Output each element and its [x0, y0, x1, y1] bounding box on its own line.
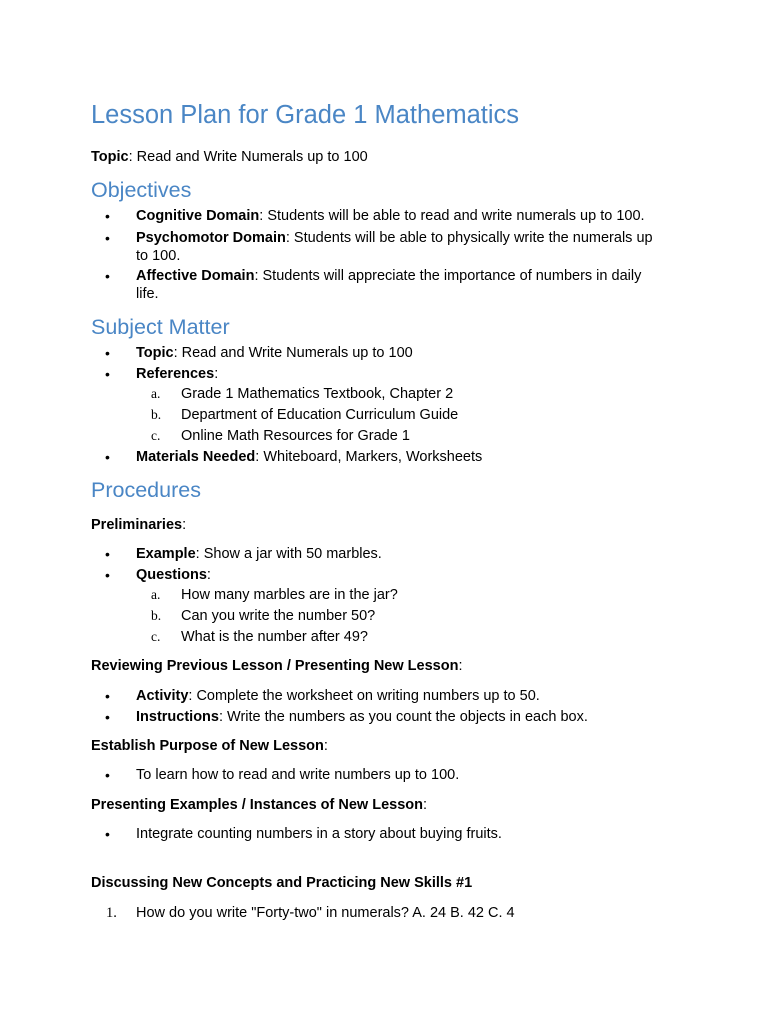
- purpose-label: [91, 737, 328, 755]
- item-label: Topic: [136, 345, 174, 361]
- list-item: [91, 825, 691, 843]
- item-label: Activity: [136, 688, 189, 704]
- document-title: Lesson Plan for Grade 1 Mathematics: [91, 101, 520, 129]
- list-item: [91, 207, 691, 225]
- bullet-icon: •: [105, 449, 110, 465]
- item-label: Instructions: [136, 709, 219, 725]
- topic-label: Topic: [91, 149, 129, 165]
- list-item: [136, 427, 691, 445]
- examples-list: [91, 825, 691, 843]
- list-item: [136, 586, 691, 604]
- item-text: : Students will be able to read and write numerals up to 100.: [259, 208, 645, 224]
- item-text: :: [206, 567, 211, 583]
- section-colon: :: [323, 738, 328, 754]
- list-item: [91, 687, 691, 705]
- list-marker: a.: [151, 386, 161, 401]
- bullet-icon: •: [105, 345, 110, 361]
- section-colon: :: [182, 517, 187, 533]
- bullet-icon: •: [105, 268, 110, 284]
- section-colon: :: [458, 658, 463, 674]
- list-marker: c.: [151, 428, 161, 443]
- item-text: : Show a jar with 50 marbles.: [195, 546, 382, 562]
- item-text: To learn how to read and write numbers up to 100.: [136, 767, 460, 783]
- topic-text: Read and Write Numerals up to 100: [132, 149, 368, 165]
- bullet-icon: •: [105, 826, 110, 842]
- item-text: Department of Education Curriculum Guide: [181, 407, 459, 423]
- bullet-icon: •: [105, 688, 110, 704]
- list-marker: b.: [151, 608, 162, 623]
- preliminaries-label: [91, 516, 186, 534]
- item-label: Psychomotor Domain: [136, 230, 286, 246]
- list-item: [91, 229, 691, 265]
- list-item: [91, 566, 691, 646]
- preliminaries-list: [91, 545, 691, 649]
- objectives-list: [91, 207, 691, 303]
- purpose-list: [91, 766, 691, 784]
- topic-separator: :: [128, 149, 133, 165]
- bullet-icon: •: [105, 208, 110, 224]
- list-item: [136, 406, 691, 424]
- item-label: Affective Domain: [136, 268, 255, 284]
- list-marker: 1.: [106, 905, 117, 921]
- item-text: : Whiteboard, Markers, Worksheets: [255, 449, 483, 465]
- list-item: [91, 365, 691, 445]
- item-label: Materials Needed: [136, 449, 256, 465]
- questions-list: [136, 586, 691, 646]
- reviewing-list: [91, 687, 691, 726]
- list-marker: c.: [151, 629, 161, 644]
- item-label: Cognitive Domain: [136, 208, 260, 224]
- item-text-continued: to 100.: [136, 248, 181, 264]
- bullet-icon: •: [105, 767, 110, 783]
- list-marker: a.: [151, 587, 161, 602]
- procedures-heading: Procedures: [91, 478, 201, 502]
- item-label: Example: [136, 546, 196, 562]
- list-item: [91, 344, 691, 362]
- references-list: [136, 385, 691, 445]
- section-label: Preliminaries: [91, 517, 183, 533]
- subject-matter-list: [91, 344, 691, 466]
- list-item: [91, 766, 691, 784]
- discussing-label: Discussing New Concepts and Practicing New Skills #1: [91, 875, 473, 891]
- section-colon: :: [423, 797, 428, 813]
- item-text: Grade 1 Mathematics Textbook, Chapter 2: [181, 386, 454, 402]
- list-item: [91, 708, 691, 726]
- section-label: Establish Purpose of New Lesson: [91, 738, 324, 754]
- bullet-icon: •: [105, 709, 110, 725]
- item-text: How many marbles are in the jar?: [181, 587, 398, 603]
- section-label: Presenting Examples / Instances of New Lesson: [91, 797, 423, 813]
- list-item: [91, 904, 691, 922]
- list-marker: b.: [151, 407, 162, 422]
- section-label: Reviewing Previous Lesson / Presenting New Lesson: [91, 658, 459, 674]
- item-text: : Students will be able to physically write the numerals up: [285, 230, 653, 246]
- list-item: [91, 267, 691, 303]
- bullet-icon: •: [105, 567, 110, 583]
- reviewing-label: [91, 657, 462, 675]
- examples-label: [91, 796, 427, 814]
- item-label: Questions: [136, 567, 207, 583]
- list-item: [136, 607, 691, 625]
- topic-line: [91, 148, 368, 166]
- list-item: [136, 385, 691, 403]
- item-text: How do you write "Forty-two" in numerals? A. 24 B. 42 C. 4: [136, 905, 515, 921]
- item-label: References: [136, 366, 215, 382]
- list-item: [91, 448, 691, 466]
- list-item: [91, 545, 691, 563]
- bullet-icon: •: [105, 230, 110, 246]
- item-text: :: [214, 366, 219, 382]
- item-text: : Write the numbers as you count the objects in each box.: [218, 709, 588, 725]
- bullet-icon: •: [105, 546, 110, 562]
- item-text: : Read and Write Numerals up to 100: [173, 345, 413, 361]
- item-text: : Complete the worksheet on writing numbers up to 50.: [188, 688, 540, 704]
- item-text: What is the number after 49?: [181, 629, 368, 645]
- bullet-icon: •: [105, 366, 110, 382]
- discussing-list: [91, 904, 691, 922]
- list-item: [136, 628, 691, 646]
- subject-matter-heading: Subject Matter: [91, 315, 230, 339]
- item-text: Can you write the number 50?: [181, 608, 376, 624]
- item-text: Online Math Resources for Grade 1: [181, 428, 410, 444]
- item-text: : Students will appreciate the importance of numbers in daily: [254, 268, 642, 284]
- item-text-continued: life.: [136, 286, 159, 302]
- item-text: Integrate counting numbers in a story about buying fruits.: [136, 826, 502, 842]
- objectives-heading: Objectives: [91, 178, 192, 202]
